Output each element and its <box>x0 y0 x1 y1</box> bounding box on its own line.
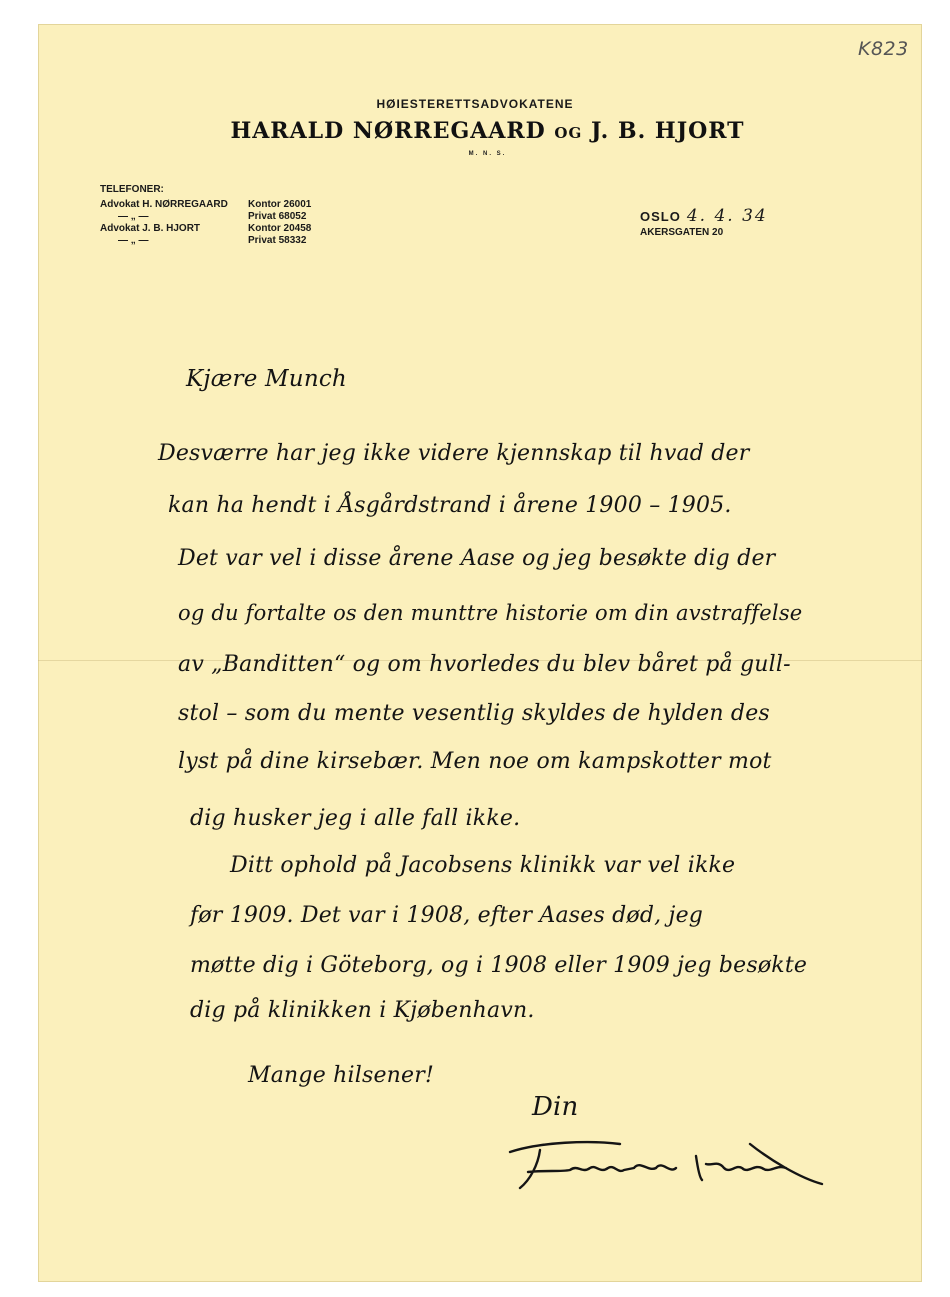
letterhead-subline: M. N. S. <box>468 151 507 157</box>
place-and-date <box>640 206 768 238</box>
telephone-list <box>100 184 311 247</box>
closing: Mange hilsener! <box>248 1063 435 1088</box>
letter-line: og du fortalte os den munttre historie om din avstraffelse <box>178 601 803 625</box>
letterhead-og: OG <box>554 124 583 142</box>
letter-line: Desværre har jeg ikke videre kjennskap til hvad der <box>158 441 750 466</box>
archive-mark: K823 <box>858 38 909 60</box>
letterhead-names <box>0 118 950 144</box>
telephone-header: TELEFONER: <box>100 184 164 195</box>
letter-line: Ditt ophold på Jacobsens klinikk var vel ikke <box>230 853 736 878</box>
letter-line: før 1909. Det var i 1908, efter Aases død, jeg <box>190 903 704 928</box>
telephone-row <box>100 211 311 223</box>
letterhead-name-2: J. B. HJORT <box>590 118 745 144</box>
telephone-number: Privat 58332 <box>248 235 307 246</box>
letter-line: Det var vel i disse årene Aase og jeg besøkte dig der <box>178 546 776 571</box>
letterhead-title: HØIESTERETTSADVOKATENE <box>376 97 574 111</box>
letter-line: kan ha hendt i Åsgårdstrand i årene 1900 – 1905. <box>168 493 732 518</box>
signoff: Din <box>532 1092 579 1122</box>
telephone-row <box>100 223 311 235</box>
street-address: AKERSGATEN 20 <box>640 227 724 238</box>
telephone-person: Advokat H. NØRREGAARD <box>100 199 228 210</box>
letter-line: dig husker jeg i alle fall ikke. <box>190 806 521 831</box>
letter-line: lyst på dine kirsebær. Men noe om kampskotter mot <box>178 749 772 774</box>
telephone-person: — „ — <box>118 211 149 222</box>
letter-line: møtte dig i Göteborg, og i 1908 eller 1909 jeg besøkte <box>190 953 808 978</box>
telephone-person: — „ — <box>118 235 149 246</box>
city: OSLO <box>640 209 681 224</box>
letter-line: stol – som du mente vesentlig skyldes de hylden des <box>178 701 770 726</box>
telephone-number: Kontor 26001 <box>248 199 312 210</box>
letterhead-name-1: HARALD NØRREGAARD <box>230 118 546 144</box>
letter-line: dig på klinikken i Kjøbenhavn. <box>190 998 535 1023</box>
salutation: Kjære Munch <box>186 366 347 392</box>
telephone-number: Kontor 20458 <box>248 223 312 234</box>
letter-line: av „Banditten“ og om hvorledes du blev båret på gull- <box>178 652 791 677</box>
telephone-number: Privat 68052 <box>248 211 307 222</box>
telephone-person: Advokat J. B. HJORT <box>100 223 201 234</box>
telephone-row <box>100 199 311 211</box>
telephone-row <box>100 235 311 247</box>
signature <box>500 1130 830 1200</box>
letter-date: 4. 4. 34 <box>686 206 768 226</box>
